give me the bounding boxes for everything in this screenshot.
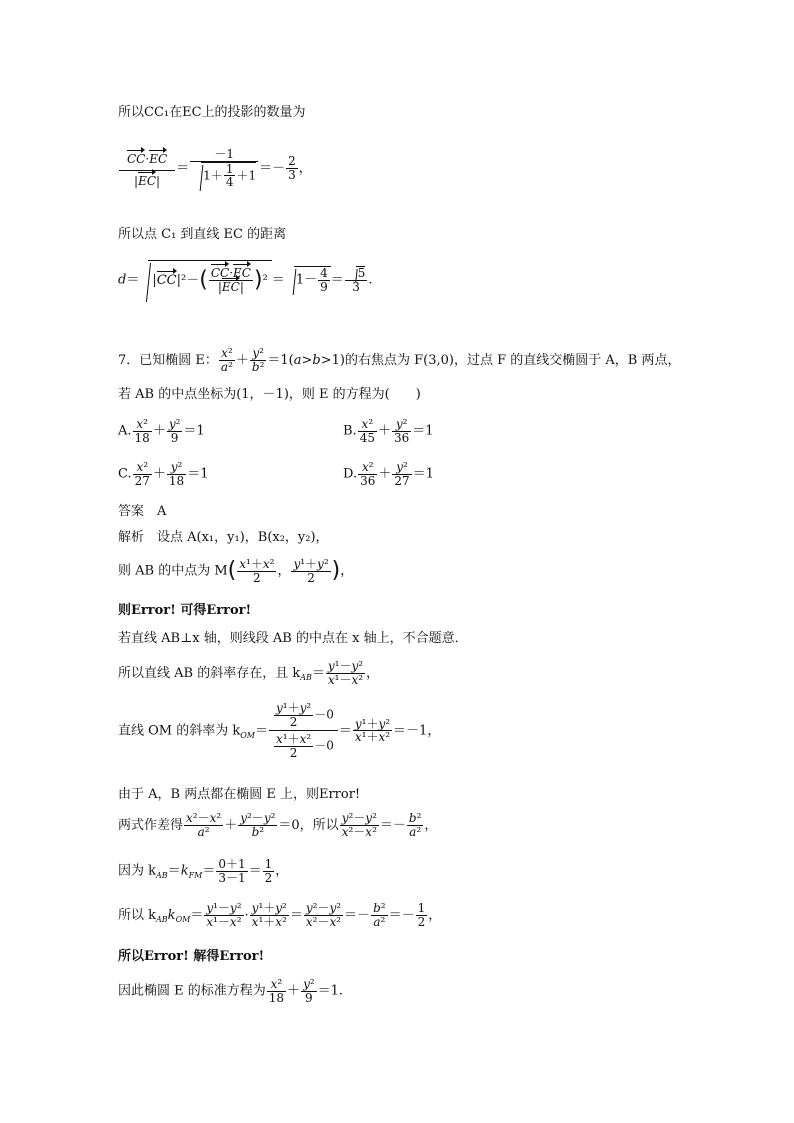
- slope-om: 直线 OM 的斜率为 $k_{OM}=$ $\frac{\text{y¹＋y²}}{2}$ －0 $\frac{\text{x¹＋x²}}{2}$ －0 ＝ $\frac{\text{y¹＋y²}}{\text{x¹＋x²}}$ ＝－1，: [118, 701, 441, 761]
- option-d: D. $\frac{\text{x²}}{36}$ ＋ $\frac{\text{y²}}{27}$ ＝1: [343, 460, 434, 488]
- option-c: C. $\frac{\text{x²}}{27}$ ＋ $\frac{\text{y²}}{18}$ ＝1: [118, 460, 209, 488]
- product-slopes: 所以 $k_{AB}k_{OM}=$ $\frac{\text{y¹－y²}}{\text{x¹－x²}}$ · $\frac{\text{y¹＋y²}}{\text{x¹＋x²}}$ ＝ $\frac{\text{y²－y²}}{\text{x²－x²}}$ ＝－ $\frac{\text{b²}}{\text{a²}}$ ＝－ $\frac{1}{2}$ ，: [118, 901, 442, 929]
- answer: 答案 A: [118, 504, 167, 519]
- question-7-line1: 7．已知椭圆 E： $\frac{\text{x²}}{\text{a²}}$ ＋ $\frac{\text{y²}}{\text{b²}}$ ＝1(a>b>1)的右焦点为 F(3,0)，过点 F 的直线交椭圆于 A，B 两点，: [118, 346, 681, 374]
- option-b: B. $\frac{\text{x²}}{45}$ ＋ $\frac{\text{y²}}{36}$ ＝1: [343, 417, 434, 445]
- slope-ab: 所以直线 AB 的斜率存在，且 $k_{AB}=$ $\frac{\text{y¹－y²}}{\text{x¹－x²}}$ ，: [118, 659, 380, 687]
- projection-statement: [118, 106, 306, 119]
- analysis: 解析 设点 A(x₁，y₁)，B(x₂，y₂)，: [118, 530, 329, 545]
- distance-text: 所以点 C₁ 到直线 EC 的距离: [118, 227, 287, 242]
- difference: 两式作差得 $\frac{\text{x²－x²}}{\text{a²}}$ ＋ $\frac{\text{y²－y²}}{\text{b²}}$ ＝0，所以 $\frac{\text{y²－y²}}{\text{x²－x²}}$ ＝－ $\frac{\text{b²}}{\text{a²}}$ ，: [118, 811, 438, 839]
- perpendicular-case: 若直线 AB⊥x 轴，则线段 AB 的中点在 x 轴上，不合题意．: [118, 631, 468, 646]
- question-7-line2: 若 AB 的中点坐标为(1，－1)，则 E 的方程为( ): [118, 387, 421, 402]
- since-slope: 因为 $k_{AB}=k_{FM}=$ $\frac{0+1}{3-1}$ ＝ $\frac{1}{2}$ ，: [118, 857, 289, 885]
- option-a: A. $\frac{\text{x²}}{18}$ ＋ $\frac{\text{y²}}{9}$ ＝1: [118, 417, 205, 445]
- final-equation: 因此椭圆 E 的标准方程为 $\frac{\text{x²}}{18}$ ＋ $\frac{\text{y²}}{9}$ ＝1.: [118, 977, 344, 1005]
- distance-statement: [118, 228, 286, 241]
- distance-formula: d＝ |CC|²－( $\frac{CC\cdot EC}{|EC|}$ )² ＝ 1－ $\frac{4}{9}$ ＝ $\frac{5}{3}$ .: [118, 260, 373, 300]
- projection-text: 所以CC₁在EC上的投影的数量为: [118, 105, 306, 120]
- error-line-1: 则Error! 可得Error!: [118, 603, 252, 618]
- midpoint: 则 AB 的中点为 M( $\frac{\text{x¹＋x²}}{2}$ ， $\frac{\text{y¹＋y²}}{2}$ )，: [118, 557, 354, 585]
- on-ellipse: 由于 A，B 两点都在椭圆 E 上，则Error!: [118, 787, 361, 802]
- projection-formula: $\frac{CC\cdot EC}{|EC|}$ ＝ －1 1＋ $\frac{1}{4}$ ＋1 ＝－ $\frac{2}{3}$ ，: [118, 148, 312, 189]
- error-line-2: 所以Error! 解得Error!: [118, 949, 265, 964]
